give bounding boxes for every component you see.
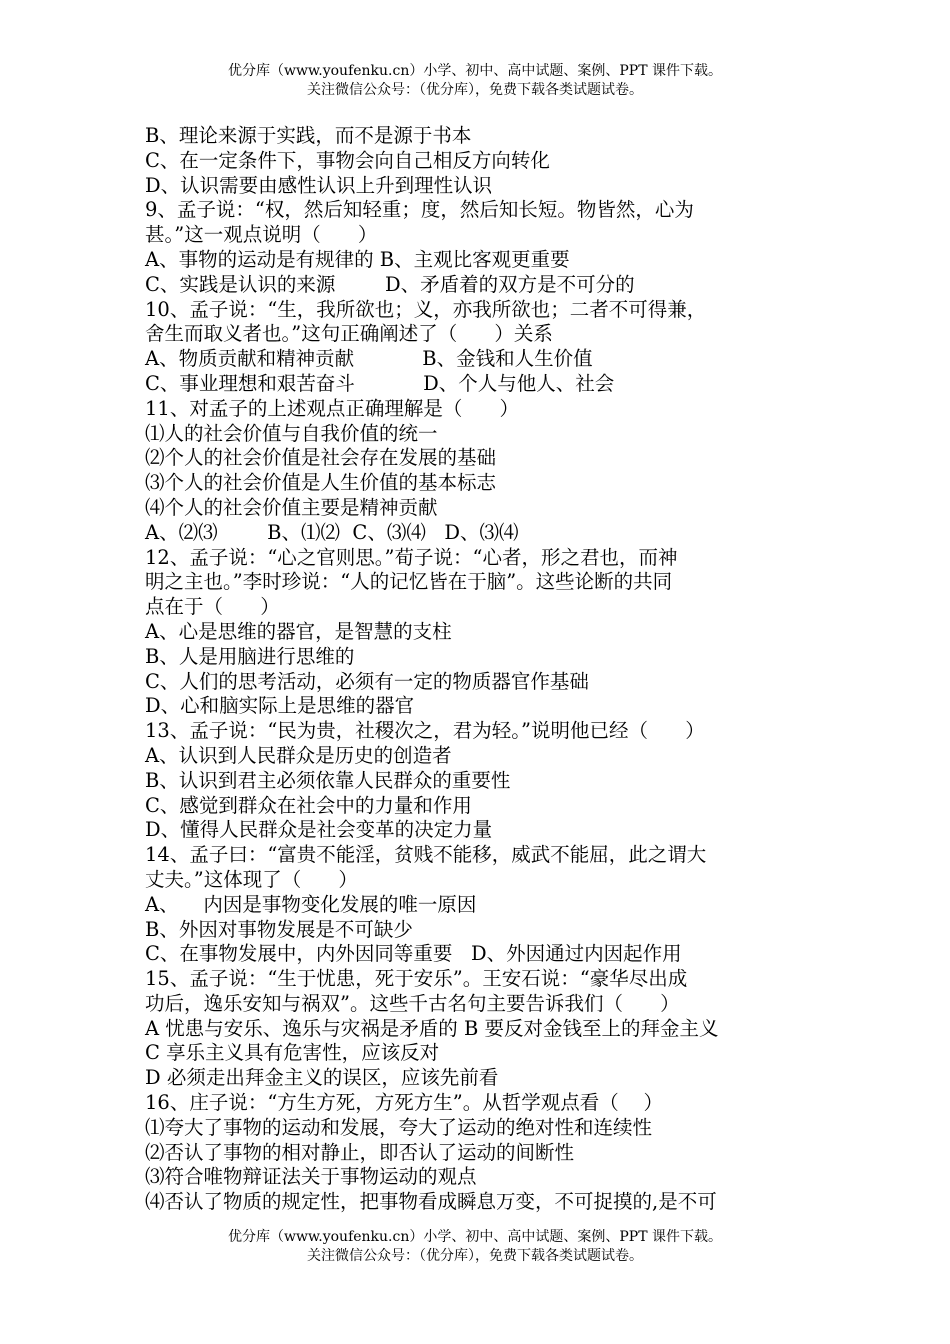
- text-line: C、实践是认识的来源 D、矛盾着的双方是不可分的: [145, 272, 635, 296]
- text-line: B、外因对事物发展是不可缺少: [145, 917, 413, 941]
- text-line: 舍生而取义者也。”这句正确阐述了（ ）关系: [145, 322, 553, 346]
- text-line: 10、孟子说：“生，我所欲也；义，亦我所欲也；二者不可得兼，: [145, 297, 707, 321]
- text-line: ⑵个人的社会价值是社会存在发展的基础: [145, 446, 497, 470]
- document-body: [145, 124, 813, 1215]
- text-line: D 必须走出拜金主义的误区，应该先前看: [145, 1066, 499, 1090]
- text-line: D、心和脑实际上是思维的器官: [145, 694, 415, 718]
- text-line: C、感觉到群众在社会中的力量和作用: [145, 793, 472, 817]
- text-line: C、人们的思考活动，必须有一定的物质器官作基础: [145, 669, 589, 693]
- text-line: 9、孟子说：“权，然后知轻重；度，然后知长短。物皆然，心为: [145, 198, 694, 222]
- text-line: 14、孟子曰：“富贵不能淫，贫贱不能移，威武不能屈，此之谓大: [145, 843, 707, 867]
- text-line: A、心是思维的器官，是智慧的支柱: [145, 619, 452, 643]
- text-line: 12、孟子说：“心之官则思。”荀子说：“心者，形之君也，而神: [145, 545, 678, 569]
- text-line: D、认识需要由感性认识上升到理性认识: [145, 173, 493, 197]
- text-line: A、认识到人民群众是历史的创造者: [145, 743, 452, 767]
- text-line: C、在一定条件下，事物会向自己相反方向转化: [145, 148, 550, 172]
- footer-line-1: 优分库（www.youfenku.cn）小学、初中、高中试题、案例、PPT 课件下载。: [227, 1229, 722, 1245]
- header-line-1: 优分库（www.youfenku.cn）小学、初中、高中试题、案例、PPT 课件下载。: [227, 63, 722, 79]
- text-line: D、懂得人民群众是社会变革的决定力量: [145, 818, 493, 842]
- text-line: ⑴人的社会价值与自我价值的统一: [145, 421, 438, 445]
- text-line: ⑷个人的社会价值主要是精神贡献: [145, 495, 438, 519]
- text-line: 点在于（ ）: [145, 595, 280, 619]
- text-line: 11、对孟子的上述观点正确理解是（ ）: [145, 396, 520, 420]
- text-line: 15、孟子说：“生于忧患，死于安乐”。王安石说：“豪华尽出成: [145, 967, 688, 991]
- header-line-2: 关注微信公众号：（优分库），免费下载各类试题试卷。: [307, 82, 643, 98]
- text-line: A、物质贡献和精神贡献 B、金钱和人生价值: [145, 347, 593, 371]
- text-line: ⑶符合唯物辩证法关于事物运动的观点: [145, 1165, 477, 1189]
- footer-line-2: 关注微信公众号：（优分库），免费下载各类试题试卷。: [307, 1248, 643, 1264]
- text-line: A、⑵⑶ B、⑴⑵ C、⑶⑷ D、⑶⑷: [145, 520, 519, 544]
- text-line: ⑶个人的社会价值是人生价值的基本标志: [145, 471, 497, 495]
- page-footer: [0, 1228, 950, 1266]
- text-line: 功后，逸乐安知与祸双”。这些千古名句主要告诉我们（ ）: [145, 991, 680, 1015]
- text-line: B、人是用脑进行思维的: [145, 644, 355, 668]
- text-line: A、 内因是事物变化发展的唯一原因: [145, 892, 477, 916]
- text-line: A 忧患与安乐、逸乐与灾祸是矛盾的 B 要反对金钱至上的拜金主义: [145, 1016, 719, 1040]
- text-line: 丈夫。”这体现了（ ）: [145, 867, 358, 891]
- text-line: B、认识到君主必须依靠人民群众的重要性: [145, 768, 511, 792]
- text-line: ⑵否认了事物的相对静止，即否认了运动的间断性: [145, 1140, 575, 1164]
- text-line: C、事业理想和艰苦奋斗 D、个人与他人、社会: [145, 371, 615, 395]
- text-line: B、理论来源于实践，而不是源于书本: [145, 124, 472, 147]
- text-line: ⑴夸大了事物的运动和发展，夸大了运动的绝对性和连续性: [145, 1115, 653, 1139]
- text-line: A、事物的运动是有规律的 B、主观比客观更重要: [145, 247, 570, 271]
- text-line: 16、庄子说：“方生方死，方死方生”。从哲学观点看（ ）: [145, 1091, 664, 1115]
- text-line: C、在事物发展中，内外因同等重要 D、外因通过内因起作用: [145, 942, 682, 966]
- text-line: ⑷否认了物质的规定性，把事物看成瞬息万变，不可捉摸的,是不可: [145, 1190, 717, 1214]
- text-line: C 享乐主义具有危害性，应该反对: [145, 1041, 440, 1065]
- page-header: [0, 62, 950, 100]
- text-line: 明之主也。”李时珍说：“人的记忆皆在于脑”。这些论断的共同: [145, 570, 673, 594]
- text-line: 甚。”这一观点说明（ ）: [145, 223, 378, 247]
- text-line: 13、孟子说：“民为贵，社稷次之，君为轻。”说明他已经（ ）: [145, 719, 705, 743]
